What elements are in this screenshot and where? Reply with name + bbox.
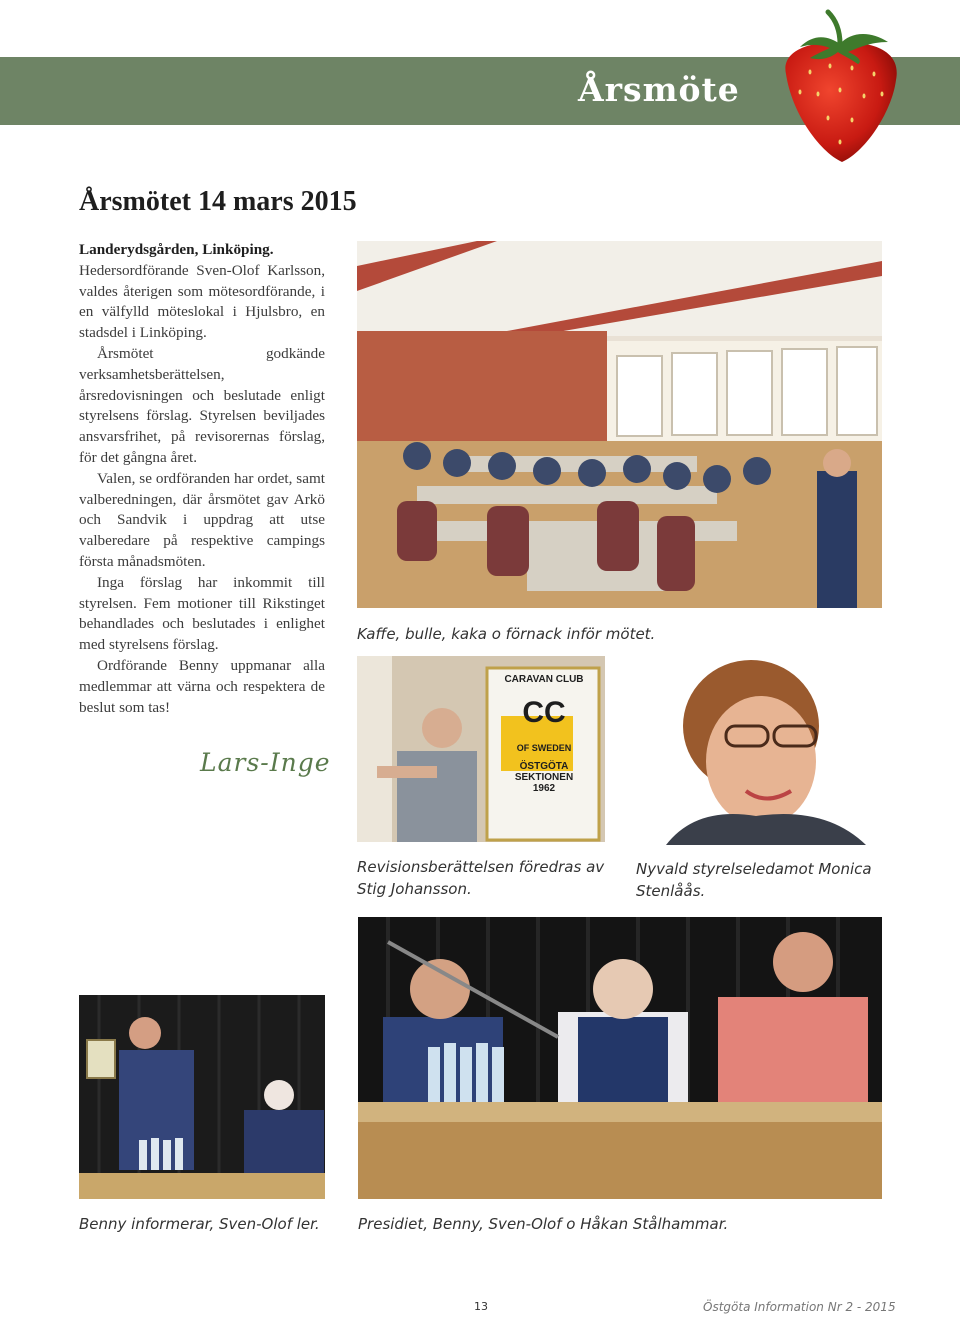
banner-line: OF SWEDEN bbox=[516, 743, 572, 753]
caravan-club-banner bbox=[490, 674, 598, 794]
article-paragraph: Valen, se ordföranden har ordet, samt valberedningen, där årsmötet gav Arkö och Sandvik i uppdrag att utse valberedare på respektive campings första månadsmöten. bbox=[79, 469, 325, 570]
banner-line: CARAVAN CLUB bbox=[504, 674, 584, 685]
author-signature: Lars-Inge bbox=[200, 748, 331, 777]
informing-photo bbox=[79, 995, 325, 1199]
page-number: 13 bbox=[474, 1300, 488, 1313]
meeting-hall-photo bbox=[357, 241, 882, 608]
speaker-caption: Revisionsberättelsen föredras av Stig Johansson. bbox=[357, 858, 605, 898]
article-paragraph: Årsmötet godkände verksamhetsberättelsen, årsredovisningen och beslutade enligt styrelsens förslag. Styrelsen beviljades ansvarsfrihet, på revisorernas förslag, för det gångna året. bbox=[79, 344, 325, 466]
strawberry-logo bbox=[770, 2, 905, 167]
article-paragraph: Ordförande Benny uppmanar alla medlemmar att värna och respektera de beslut som tas! bbox=[79, 656, 325, 716]
banner-line: 1962 bbox=[532, 783, 556, 794]
section-title: Årsmöte bbox=[578, 70, 740, 109]
banner-line: ÖSTGÖTA bbox=[519, 761, 569, 772]
article-body bbox=[79, 240, 325, 718]
presidium-photo bbox=[358, 917, 882, 1199]
article-paragraph: Inga förslag har inkommit till styrelsen. Fem motioner till Rikstinget behandlades och beslutades i enlighet med styrelsens förslag. bbox=[79, 573, 325, 654]
article-title: Årsmötet 14 mars 2015 bbox=[79, 186, 357, 217]
magazine-footer: Östgöta Information Nr 2 - 2015 bbox=[703, 1300, 896, 1314]
presidium-caption: Presidiet, Benny, Sven-Olof o Håkan Stålhammar. bbox=[358, 1215, 729, 1233]
banner-line: SEKTIONEN bbox=[514, 772, 574, 783]
article-paragraph: Hedersordförande Sven-Olof Karlsson, valdes återigen som mötesordförande, i en välfylld möteslokal i Hjulsbro, en stadsdel i Linköping. bbox=[79, 261, 325, 342]
portrait-photo bbox=[636, 656, 883, 845]
article-lead: Landerydsgården, Linköping. bbox=[79, 241, 274, 258]
portrait-caption: Nyvald styrelseledamot Monica Stenlåås. bbox=[636, 860, 872, 900]
banner-line: CC bbox=[522, 696, 566, 729]
speaker-photo bbox=[357, 656, 605, 842]
meeting-hall-caption: Kaffe, bulle, kaka o förnack inför mötet. bbox=[357, 625, 656, 643]
informing-caption: Benny informerar, Sven-Olof ler. bbox=[79, 1215, 320, 1233]
